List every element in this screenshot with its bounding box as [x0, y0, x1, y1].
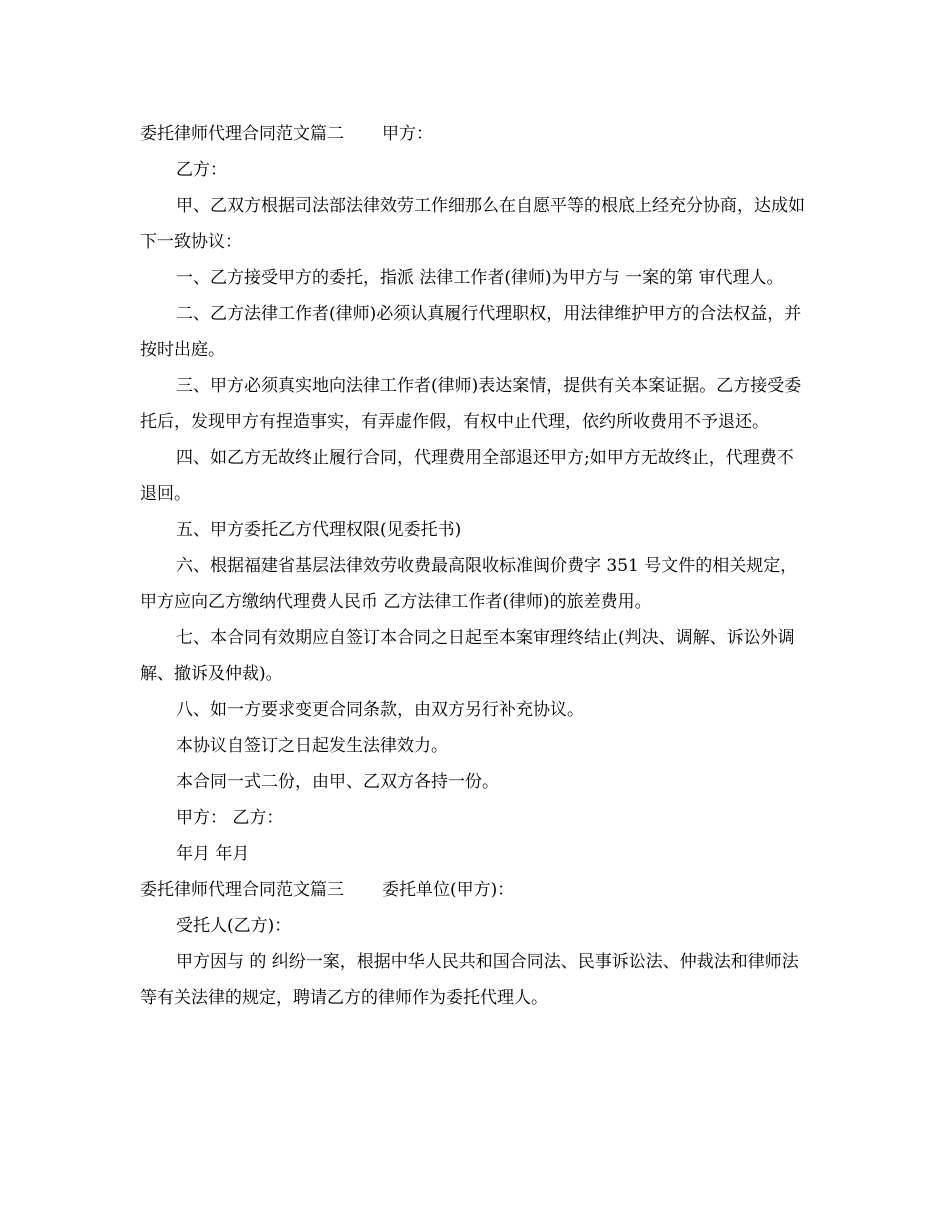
section2-copies: 本合同一式二份，由甲、乙双方各持一份。 [176, 772, 499, 792]
section2-clause-6: 六、根据福建省基层法律效劳收费最高限收标准闽价费字 351 号文件的相关规定，甲方应向乙方缴纳代理费人民币 乙方法律工作者(律师)的旅差费用。 [140, 556, 798, 612]
section2-clause-7: 七、本合同有效期应自签订本合同之日起至本案审理终结止(判决、调解、诉讼外调解、撤诉及仲裁)。 [140, 628, 795, 684]
section2-clause-8: 八、如一方要求变更合同条款，由双方另行补充协议。 [176, 700, 584, 720]
section2-clause-5: 五、甲方委托乙方代理权限(见委托书) [176, 520, 462, 540]
section3-heading: 委托律师代理合同范文篇三 [140, 880, 344, 900]
document-body [140, 116, 805, 1016]
section2-clause-2: 二、乙方法律工作者(律师)必须认真履行代理职权，用法律维护甲方的合法权益，并按时出庭。 [140, 304, 802, 360]
section2-signatures: 甲方： 乙方： [176, 808, 284, 828]
section2-clause-4: 四、如乙方无故终止履行合同，代理费用全部退还甲方;如甲方无故终止，代理费不退回。 [140, 448, 794, 504]
section2-party-a: 甲方： [382, 124, 433, 144]
section3-agent: 受托人(乙方)： [176, 916, 292, 936]
section3-heading-line [140, 872, 805, 908]
section2-dates: 年月 年月 [176, 844, 250, 864]
section2-effect: 本协议自签订之日起发生法律效力。 [176, 736, 448, 756]
section2-clause-3: 三、甲方必须真实地向法律工作者(律师)表达案情，提供有关本案证据。乙方接受委托后，发现甲方有捏造事实，有弄虚作假，有权中止代理，依约所收费用不予退还。 [140, 376, 802, 432]
section2-heading: 委托律师代理合同范文篇二 [140, 124, 344, 144]
section2-clause-1: 一、乙方接受甲方的委托，指派 法律工作者(律师)为甲方与 一案的第 审代理人。 [176, 268, 784, 288]
section2-paragraph: 甲、乙双方根据司法部法律效劳工作细那么在自愿平等的根底上经充分协商，达成如下一致协议： [140, 196, 805, 252]
section2-party-b: 乙方： [176, 160, 227, 180]
section3-client: 委托单位(甲方)： [382, 880, 515, 900]
section3-paragraph: 甲方因与 的 纠纷一案，根据中华人民共和国合同法、民事诉讼法、仲裁法和律师法等有关法律的规定，聘请乙方的律师作为委托代理人。 [140, 952, 799, 1008]
section2-heading-line [140, 116, 805, 152]
